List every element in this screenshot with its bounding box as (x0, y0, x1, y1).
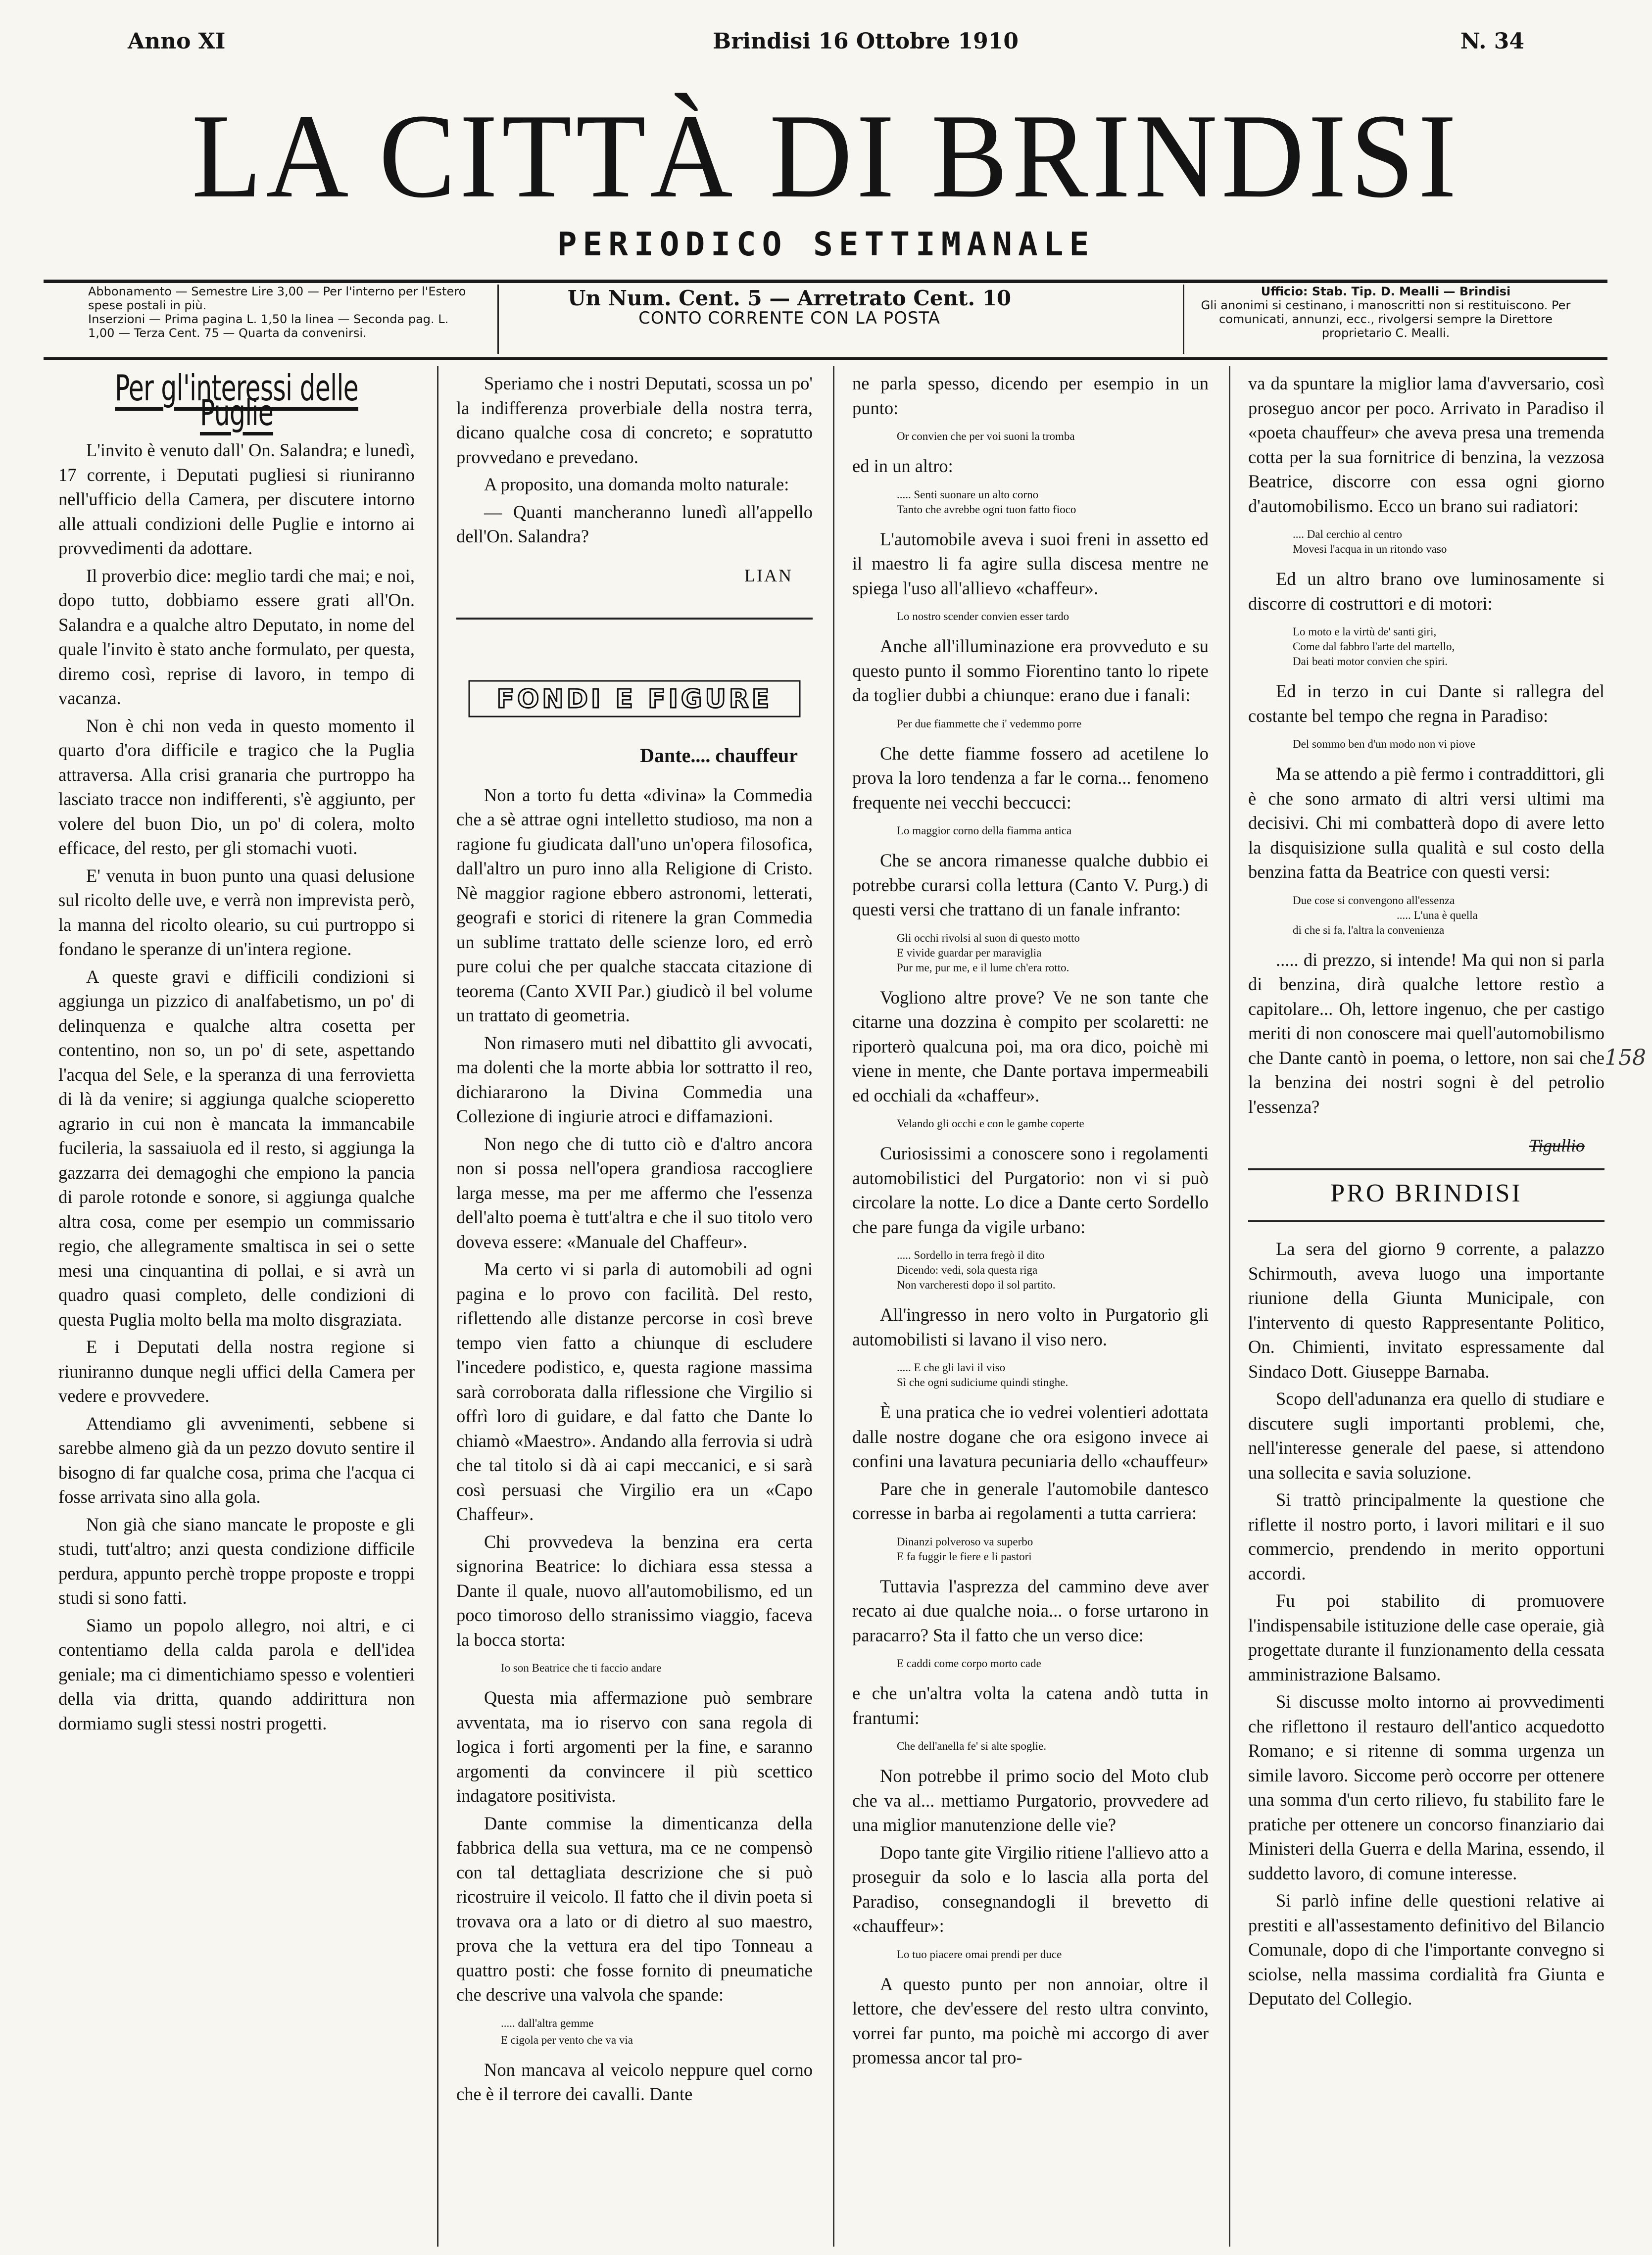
article-paragraph: E i Deputati della nostra regione si riuniranno dunque negli uffici della Camera per vedere e provvedere. (58, 1337, 415, 1406)
insertion-text: Inserzioni — Prima pagina L. 1,50 la linea — Seconda pag. L. 1,00 — Terza Cent. 75 — Quarta da convenirsi. (88, 312, 449, 340)
article-paragraph: L'invito è venuto dall' On. Salandra; e lunedì, 17 corrente, i Deputati pugliesi si riuniranno nell'ufficio della Camera, per discutere intorno alle attuali condizioni delle Puglie e intorno ai provvedimenti da adottare. (58, 440, 415, 558)
column-rule-2 (833, 366, 834, 2247)
verse-quote: Dinanzi polveroso va superbo (897, 1535, 1033, 1548)
article-paragraph: — Quanti mancheranno lunedì all'appello dell'On. Salandra? (456, 501, 813, 546)
issue-number: N. 34 (1460, 29, 1524, 54)
article-paragraph: va da spuntare la miglior lama d'avversario, così proseguo ancor per poco. Arrivato in Paradiso il «poeta chauffeur» che aveva presa una tremenda cotta per la sua fornitrice di benzina, la vezzosa Beatrice, discorre con essa ogni giorno d'automobilismo. Ecco un brano sui radiatori: (1248, 373, 1604, 516)
verse-quote: ..... dall'altra gemme (501, 2016, 594, 2029)
article-paragraph: ..... di prezzo, si intende! Ma qui non si parla di benzina, dirà qualche lettore restìo a capitolare... Oh, lettore ingenuo, che per castigo meriti di non conoscere mai quell'automobilismo che Dante cantò in poema, o lettore, non sai che la benzina dei nostri sogni è del petrolio l'essenza? (1248, 949, 1604, 1117)
column-2 (456, 371, 813, 2247)
article-paragraph: ne parla spesso, dicendo per esempio in un punto: (852, 373, 1209, 418)
subscription-text: Abbonamento — Semestre Lire 3,00 — Per l'interno per l'Estero spese postali in più. (88, 285, 466, 312)
verse-quote: Del sommo ben d'un modo non vi piove (1293, 738, 1475, 750)
column-rule-3 (1229, 366, 1230, 2247)
article-paragraph: Ed un altro brano ove luminosamente si discorre di costruttori e di motori: (1248, 569, 1604, 614)
top-line (124, 29, 1528, 63)
article-signature-lian: LIAN (744, 565, 793, 585)
verse-quote: ..... E che gli lavi il viso (897, 1361, 1006, 1374)
verse-quote: Per due fiammette che i' vedemmo porre (897, 717, 1082, 730)
masthead-subtitle: PERIODICO SETTIMANALE (557, 225, 1095, 263)
article-paragraph: Questa mia affermazione può sembrare avventata, ma io riservo con sana regola di logica i forti argomenti per la fine, e saranno argomenti da convincere il più scettico indagatore positivista. (456, 1687, 813, 1806)
article-title-pro-brindisi: PRO BRINDISI (1330, 1179, 1522, 1207)
column-rule-1 (437, 366, 438, 2247)
column-3 (852, 371, 1209, 2247)
article-paragraph: Vogliono altre prove? Ve ne son tante che citarne una dozzina è compito per scolaretti: ne riporterò qualcuna poi, ma ora dico, poichè mi viene in mente, che Dante portava impermeabili ed occhiali da «chaffeur». (852, 987, 1209, 1105)
article-paragraph: Non a torto fu detta «divina» la Commedia che a sè attrae ogni intelletto studioso, ma non a ragione fu giudicata dall'uno un'opera filosofica, dall'altro un puro inno alla Religione di Cristo. Nè maggior ragione ebbero astronomi, letterati, geografi e storici di ritenere la gran Commedia un sublime trattato delle scienze loro, ed errò pure colui che per qualche staccata citazione di teorema (Canto XVII Par.) giudicò il bel volume un trattato di geometria. (456, 784, 813, 1025)
section-divider (1248, 1168, 1604, 1170)
verse-quote: Lo nostro scender convien esser tardo (897, 610, 1069, 623)
issue-date: Brindisi 16 Ottobre 1910 (713, 29, 1019, 54)
verse-quote: Dicendo: vedi, sola questa riga (897, 1264, 1038, 1276)
header-rule-top (44, 280, 1607, 283)
article-paragraph: Ma certo vi si parla di automobili ad ogni pagina e lo provo con facilità. Del resto, riflettendo alle distanze percorse in così breve tempo vien fatto a chiunque di escludere l'incedere podistico, e, questa ragione massima sarà corroborata dalla riflessione che Virgilio si offrì loro di guidare, e dal fatto che Dante lo chiamò «Maestro». Andando alla ferrovia si udrà che tal titolo si dà ai capi meccanici, e si sarà così persuasi che Virgilio era un «Capo Chaffeur». (456, 1259, 813, 1524)
article-paragraph: Fu poi stabilito di promuovere l'indispensabile istituzione delle case operaie, già progettate durante il funzionamento della cessata amministrazione Balsamo. (1248, 1590, 1604, 1684)
article-title-dante: Dante.... chauffeur (640, 744, 798, 767)
verse-quote: E fa fuggir le fiere e li pastori (897, 1550, 1032, 1563)
article-paragraph: Dopo tante gite Virgilio ritiene l'allievo atto a proseguir da solo e lo lascia alla porta del Paradiso, consegnandogli il brevetto di «chauffeur»: (852, 1842, 1209, 1936)
price-info (500, 285, 1079, 351)
verse-quote: Che dell'anella fe' si alte spoglie. (897, 1740, 1047, 1752)
article-paragraph: Tuttavia l'asprezza del cammino deve aver recato ai due qualche noia... o forse urtarono in paracarro? Sta il fatto che un verso dice: (852, 1576, 1209, 1645)
verse-quote: Lo moto e la virtù de' santi giri, (1293, 625, 1437, 638)
handwritten-page-number: 158 (1604, 1045, 1646, 1070)
verse-quote: Lo maggior corno della fiamma antica (897, 824, 1072, 837)
verse-quote: E vivide guardar per maraviglia (897, 946, 1042, 959)
verse-quote: ..... L'una è quella (1397, 909, 1478, 921)
article-paragraph: È una pratica che io vedrei volentieri adottata dalle nostre dogane che ora esigono invece ai confini una lavatura pecuniaria dello «chauffeur» (852, 1402, 1209, 1471)
info-bar (74, 285, 1578, 354)
article-paragraph: Che dette fiamme fossero ad acetilene lo prova la loro tendenza a far le corna... fenomeno frequente nei vecchi beccucci: (852, 743, 1209, 813)
office-notice: Gli anonimi si cestinano, i manoscritti non si restituiscono. Per comunicati, annunzi, ecc., rivolgersi sempre la Direttore proprietario C. Mealli. (1201, 298, 1571, 340)
article-paragraph: Siamo un popolo allegro, noi altri, e ci contentiamo della calda parola e dell'idea geniale; ma ci dimentichiamo spesso e volentieri della via dritta, quando addirittura non dormiamo sugli stessi nostri progetti. (58, 1615, 415, 1733)
verse-quote: Movesi l'acqua in un ritondo vaso (1293, 543, 1447, 555)
verse-quote: Dai beati motor convien che spiri. (1293, 655, 1448, 668)
article-paragraph: Si discusse molto intorno ai provvedimenti che riflettono il restauro dell'antico acquedotto Romano; e si ritenne di somma urgenza un simile lavoro. Siccome però occorre per ottenere una somma d'un certo rilievo, fu stabilito fare le pratiche per ottenere un concorso finanziario dai Ministeri della Guerra e della Marina, essendo, il suddetto lavoro, di comune interesse. (1248, 1691, 1604, 1883)
verse-quote: Io son Beatrice che ti faccio andare (501, 1662, 662, 1674)
price-text: Un Num. Cent. 5 — Arretrato Cent. 10 (567, 286, 1012, 310)
verse-quote: .... Dal cerchio al centro (1293, 528, 1402, 540)
verse-quote: ..... Senti suonare un alto corno (897, 488, 1039, 501)
section-divider (456, 618, 813, 620)
verse-quote: Non varcheresti dopo il sol partito. (897, 1279, 1056, 1291)
article-paragraph: Non potrebbe il primo socio del Moto club che va al... mettiamo Purgatorio, provvedere ad una miglior manutenzione delle vie? (852, 1766, 1209, 1835)
verse-quote: Velando gli occhi e con le gambe coperte (897, 1117, 1084, 1130)
section-banner-label: FONDI E FIGURE (496, 684, 773, 714)
section-divider (1248, 1220, 1604, 1222)
info-separator-right (1183, 285, 1184, 354)
article-paragraph: Dante commise la dimenticanza della fabbrica della sua vettura, ma ce ne compensò con tal dettagliata descrizione che si può ricostruire il veicolo. Il fatto che il divin poeta si trovava ora a lato or di dietro al suo maestro, prova che la vettura era del tipo Tonneau a quattro posti: che fosse fornito di pneumatiche che descrive una valvola che spande: (456, 1813, 813, 2005)
office-info (1193, 285, 1579, 351)
article-paragraph: Curiosissimi a conoscere sono i regolamenti automobilistici del Purgatorio: non vi si può circolare la notte. Lo dice a Dante certo Sordello che pare funga da vigile urbano: (852, 1143, 1209, 1237)
verse-quote: Or convien che per voi suoni la tromba (897, 430, 1075, 442)
article-paragraph: E' venuta in buon punto una quasi delusione sul ricolto delle uve, e verrà non imprevista però, la manna del ricolto oleario, su cui purtroppo si fondano le speranze di un'intera regione. (58, 865, 415, 959)
article-paragraph: Si trattò principalmente la questione che riflette il nostro porto, i lavori militari e il suo commercio, prendendo in merito opportuni accordi. (1248, 1489, 1604, 1583)
masthead-title: LA CITTÀ DI BRINDISI (192, 89, 1460, 223)
verse-quote: di che si fa, l'altra la convenienza (1293, 923, 1445, 936)
article-paragraph: Che se ancora rimanesse qualche dubbio ei potrebbe curarsi colla lettura (Canto V. Purg.) di questi versi che trattano di un fanale infranto: (852, 850, 1209, 919)
column-1 (58, 371, 415, 2247)
section-banner (466, 674, 803, 723)
article-paragraph: Il proverbio dice: meglio tardi che mai; e noi, dopo tutto, dobbiamo essere grati all'On. Salandra e a qualche altro Deputato, in nome del quale l'invito è stato anche formulato, per questa, diremo così, reprise di lavoro, in tempo di vacanza. (58, 565, 415, 708)
column-4 (1248, 371, 1604, 2247)
verse-quote: E cigola per vento che va via (501, 2033, 633, 2046)
article-paragraph: Si parlò infine delle questioni relative ai prestiti e all'assestamento definitivo del Bilancio Comunale, dopo di che l'importante convegno si sciolse, nella massima cordialità fra Giunta e Deputato del Collegio. (1248, 1890, 1604, 2009)
article-paragraph: Non già che siano mancate le proposte e gli studi, tutt'altro; anzi questa condizione difficile perdura, appunto perchè troppe proposte e troppi studi si sono fatti. (58, 1514, 415, 1608)
article-paragraph: Ma se attendo a piè fermo i contraddittori, gli è che sono armato di altri versi ultimi ma decisivi. Chi mi combatterà dopo di avere letto la disquisizione sulla qualità e sul costo della benzina fatta da Beatrice con questi versi: (1248, 764, 1604, 882)
verse-quote: Come dal fabbro l'arte del martello, (1293, 640, 1455, 653)
verse-quote: ..... Sordello in terra fregò il dito (897, 1249, 1045, 1261)
article-paragraph: Attendiamo gli avvenimenti, sebbene si sarebbe almeno già da un pezzo dovuto sentire il bisogno di far qualche cosa, prima che l'acqua ci fosse arrivata sino alla gola. (58, 1413, 415, 1507)
article-paragraph: Scopo dell'adunanza era quello di studiare e discutere sugli importanti problemi, che, nell'interesse generale del paese, si attendono una sollecita e savia soluzione. (1248, 1389, 1604, 1483)
article-paragraph: Ed in terzo in cui Dante si rallegra del costante bel tempo che regna in Paradiso: (1248, 681, 1604, 726)
verse-quote: Due cose si convengono all'essenza (1293, 894, 1455, 907)
subscription-info (88, 285, 474, 351)
verse-quote: Pur me, pur me, e il lume ch'era rotto. (897, 961, 1069, 974)
info-separator-left (497, 285, 499, 354)
article-paragraph: L'automobile aveva i suoi freni in assetto ed il maestro li fa agire sulla discesa mentre ne spiega l'uso all'allievo «chaffeur». (852, 528, 1209, 598)
verse-quote: Lo tuo piacere omai prendi per duce (897, 1948, 1062, 1961)
verse-quote: E caddi come corpo morto cade (897, 1657, 1041, 1670)
article-paragraph: Anche all'illuminazione era provveduto e su questo punto il sommo Fiorentino tanto lo ripete da toglier dubbi a chiunque: erano due i fanali: (852, 636, 1209, 705)
verse-quote: Gli occhi rivolsi al suon di questo motto (897, 931, 1080, 944)
article-paragraph: Speriamo che i nostri Deputati, scossa un po' la indifferenza proverbiale della nostra terra, dicano qualche cosa di concreto; e sopratutto provvedano e prevedano. (456, 373, 813, 467)
office-text: Ufficio: Stab. Tip. D. Mealli — Brindisi (1261, 285, 1511, 298)
article-paragraph: Non mancava al veicolo neppure quel corno che è il terrore dei cavalli. Dante (456, 2059, 813, 2104)
issue-year: Anno XI (128, 29, 226, 54)
article-paragraph: All'ingresso in nero volto in Purgatorio gli automobilisti si lavano il viso nero. (852, 1304, 1209, 1349)
article-paragraph: A questo punto per non annoiar, oltre il lettore, che dev'essere del resto ultra convinto, vorrei far punto, ma poichè mi accorgo di aver promessa ancor tal pro- (852, 1973, 1209, 2067)
article-paragraph: La sera del giorno 9 corrente, a palazzo Schirmouth, aveva luogo una importante riunione della Giunta Municipale, con l'intervento di questo Rappresentante Politico, On. Chimienti, invitato espressamente dal Sindaco Dott. Giuseppe Barnaba. (1248, 1239, 1604, 1382)
article-paragraph: Non è chi non veda in questo momento il quarto d'ora difficile e tragico che la Puglia attraversa. Alla crisi granaria che purtroppo ha lasciato tracce non indifferenti, s'è aggiunto, per volere del buon Dio, un po' di colera, molto efficace, del resto, per gli stomachi vuoti. (58, 715, 415, 858)
postal-account-text: CONTO CORRENTE CON LA POSTA (638, 308, 940, 328)
article-paragraph: Pare che in generale l'automobile dantesco corresse in barba ai regolamenti a tutta carriera: (852, 1478, 1209, 1523)
fondi-banner-graphic (466, 674, 803, 723)
article-paragraph: e che un'altra volta la catena andò tutta in frantumi: (852, 1683, 1209, 1728)
article-paragraph: ed in un altro: (852, 456, 953, 476)
article-paragraph: A proposito, una domanda molto naturale: (484, 474, 789, 494)
article-signature-tigullio: Tigullio (1529, 1136, 1585, 1155)
header-rule-bottom (44, 357, 1607, 360)
verse-quote: Tanto che avrebbe ogni tuon fatto fioco (897, 503, 1076, 516)
article-paragraph: Non nego che di tutto ciò e d'altro ancora non si possa nell'opera grandiosa raccogliere larga messe, ma per me affermo che l'essenza dell'alto poema è tutt'altra e che il suo titolo vero doveva essere: «Manuale del Chaffeur». (456, 1133, 813, 1252)
article-title-puglie: Per gl'interessi delle Puglie (115, 371, 358, 433)
article-paragraph: Chi provvedeva la benzina era certa signorina Beatrice: lo dichiara essa stessa a Dante il quale, nuovo all'automobilismo, ed un poco timoroso dello stranissimo viaggio, faceva la bocca storta: (456, 1531, 813, 1650)
article-paragraph: A queste gravi e difficili condizioni si aggiunga un pizzico di analfabetismo, un po' di delinquenza e qualche altra cosetta per contentino, non so, un po' di sete, aspettando l'acqua del Sele, e la speranza di una ferrovietta di là da venire; si aggiunga qualche scioperetto agrario in cui non è mancata la immancabile fucileria, la sassaiuola ed il resto, si aggiunga la gazzarra dei demagoghi che empiono la pancia di parole rotonde e sonore, si aggiunga qualche altra cosa, come per esempio un commissario regio, che allegramente smaltisca in sei o sette mesi una cinquantina di pollai, e si avrà un quadro quasi completo, delle condizioni di questa Puglia molto bella ma molto disgraziata. (58, 966, 415, 1330)
article-paragraph: Non rimasero muti nel dibattito gli avvocati, ma dolenti che la morte abbia lor sottratto il reo, dichiararono la Divina Commedia una Collezione di ingiurie atroci e diffamazioni. (456, 1032, 813, 1126)
verse-quote: Sì che ogni sudiciume quindi stinghe. (897, 1376, 1069, 1389)
